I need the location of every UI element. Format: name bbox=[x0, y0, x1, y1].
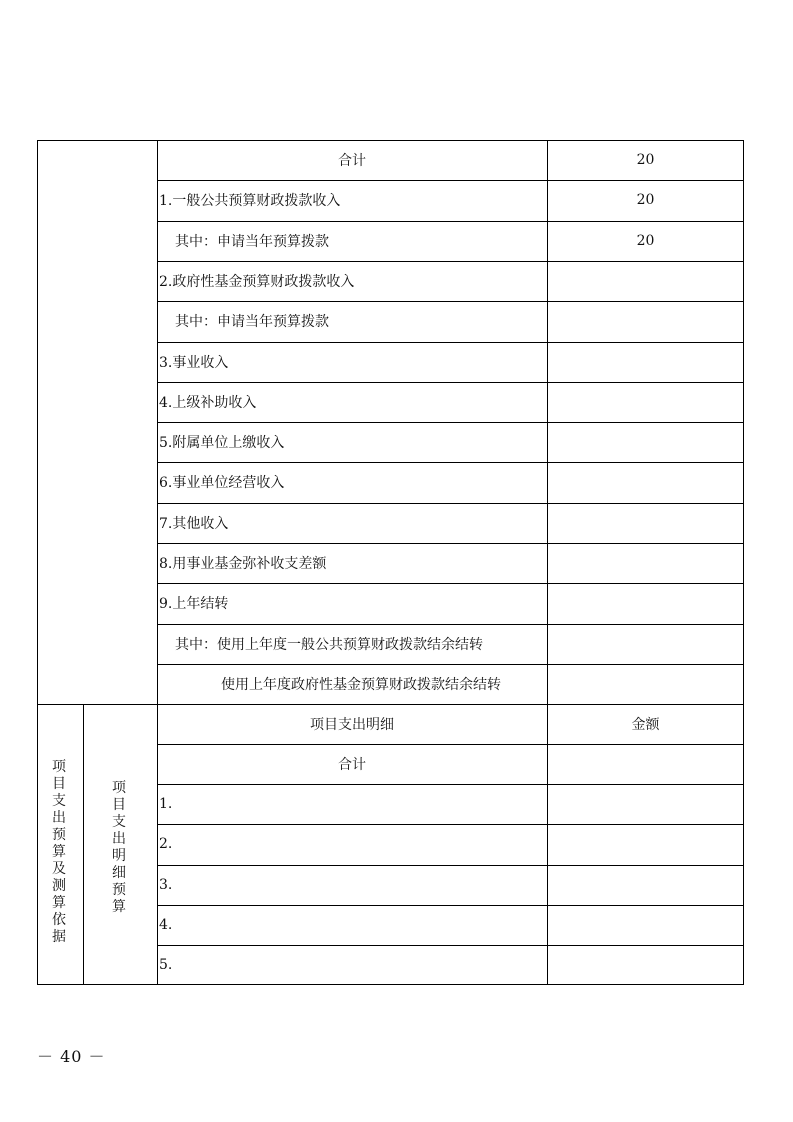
row-divider bbox=[157, 462, 744, 463]
income-row-value bbox=[547, 503, 744, 543]
income-row-label: 7.其他收入 bbox=[159, 516, 229, 532]
expense-header-value: 金额 bbox=[631, 717, 660, 733]
expense-row-label: 2. bbox=[159, 836, 173, 852]
income-row-label: 4.上级补助收入 bbox=[159, 395, 257, 411]
expense-row-label: 4. bbox=[159, 917, 173, 933]
row-divider bbox=[157, 342, 744, 343]
income-row-value: 20 bbox=[636, 192, 655, 208]
income-row-value bbox=[547, 664, 744, 704]
expense-row-value bbox=[547, 865, 744, 905]
income-row-label: 8.用事业基金弥补收支差额 bbox=[159, 556, 327, 572]
income-row-label: 9.上年结转 bbox=[159, 596, 229, 612]
income-row-value bbox=[547, 422, 744, 462]
income-total-label: 合计 bbox=[338, 153, 366, 169]
expense-row-label: 5. bbox=[159, 957, 173, 973]
column-divider bbox=[83, 704, 84, 985]
row-divider bbox=[157, 945, 744, 946]
expense-inner-label: 项目支出明细预算 bbox=[112, 780, 126, 915]
income-row-label: 其中：使用上年度一般公共预算财政拨款结余结转 bbox=[175, 637, 483, 653]
income-row-label: 使用上年度政府性基金预算财政拨款结余结转 bbox=[221, 677, 501, 693]
section-divider bbox=[37, 704, 157, 705]
expense-row-value bbox=[547, 945, 744, 985]
row-divider bbox=[157, 261, 744, 262]
table-border-bottom bbox=[37, 984, 744, 985]
expense-outer-label: 项目支出预算及测算依据 bbox=[52, 759, 66, 945]
income-row-label: 其中：申请当年预算拨款 bbox=[175, 314, 329, 330]
row-divider bbox=[157, 704, 744, 705]
row-divider bbox=[157, 824, 744, 825]
expense-row-label: 1. bbox=[159, 796, 173, 812]
table-border-left bbox=[37, 140, 38, 985]
income-row-value bbox=[547, 543, 744, 583]
page-number: － 40 － bbox=[37, 1047, 106, 1066]
income-row-value bbox=[547, 624, 744, 664]
expense-row-value bbox=[547, 784, 744, 824]
row-divider bbox=[157, 744, 744, 745]
expense-total-label: 合计 bbox=[338, 757, 366, 773]
column-divider bbox=[547, 140, 548, 985]
income-row-label: 5.附属单位上缴收入 bbox=[159, 435, 285, 451]
row-divider bbox=[157, 624, 744, 625]
row-divider bbox=[157, 865, 744, 866]
income-row-label: 1.一般公共预算财政拨款收入 bbox=[159, 193, 341, 209]
row-divider bbox=[157, 382, 744, 383]
income-row-value: 20 bbox=[636, 233, 655, 249]
row-divider bbox=[157, 905, 744, 906]
table-border-top bbox=[37, 140, 744, 141]
income-row-value bbox=[547, 382, 744, 422]
income-row-value bbox=[547, 301, 744, 341]
income-row-value bbox=[547, 261, 744, 301]
expense-header-label: 项目支出明细 bbox=[310, 717, 394, 733]
row-divider bbox=[157, 180, 744, 181]
row-divider bbox=[157, 784, 744, 785]
row-divider bbox=[157, 221, 744, 222]
income-row-value bbox=[547, 342, 744, 382]
row-divider bbox=[157, 503, 744, 504]
row-divider bbox=[157, 583, 744, 584]
expense-row-value bbox=[547, 905, 744, 945]
income-row-value bbox=[547, 462, 744, 502]
income-row-label: 6.事业单位经营收入 bbox=[159, 475, 285, 491]
expense-row-value bbox=[547, 824, 744, 864]
expense-row-label: 3. bbox=[159, 877, 173, 893]
income-row-label: 其中：申请当年预算拨款 bbox=[175, 234, 329, 250]
income-row-value bbox=[547, 583, 744, 623]
row-divider bbox=[157, 664, 744, 665]
table-border-right bbox=[743, 140, 744, 985]
income-total-value: 20 bbox=[636, 152, 655, 168]
row-divider bbox=[157, 301, 744, 302]
row-divider bbox=[157, 422, 744, 423]
income-row-label: 3.事业收入 bbox=[159, 355, 229, 371]
column-divider bbox=[157, 140, 158, 985]
income-row-label: 2.政府性基金预算财政拨款收入 bbox=[159, 274, 355, 290]
budget-table bbox=[37, 140, 744, 985]
row-divider bbox=[157, 543, 744, 544]
